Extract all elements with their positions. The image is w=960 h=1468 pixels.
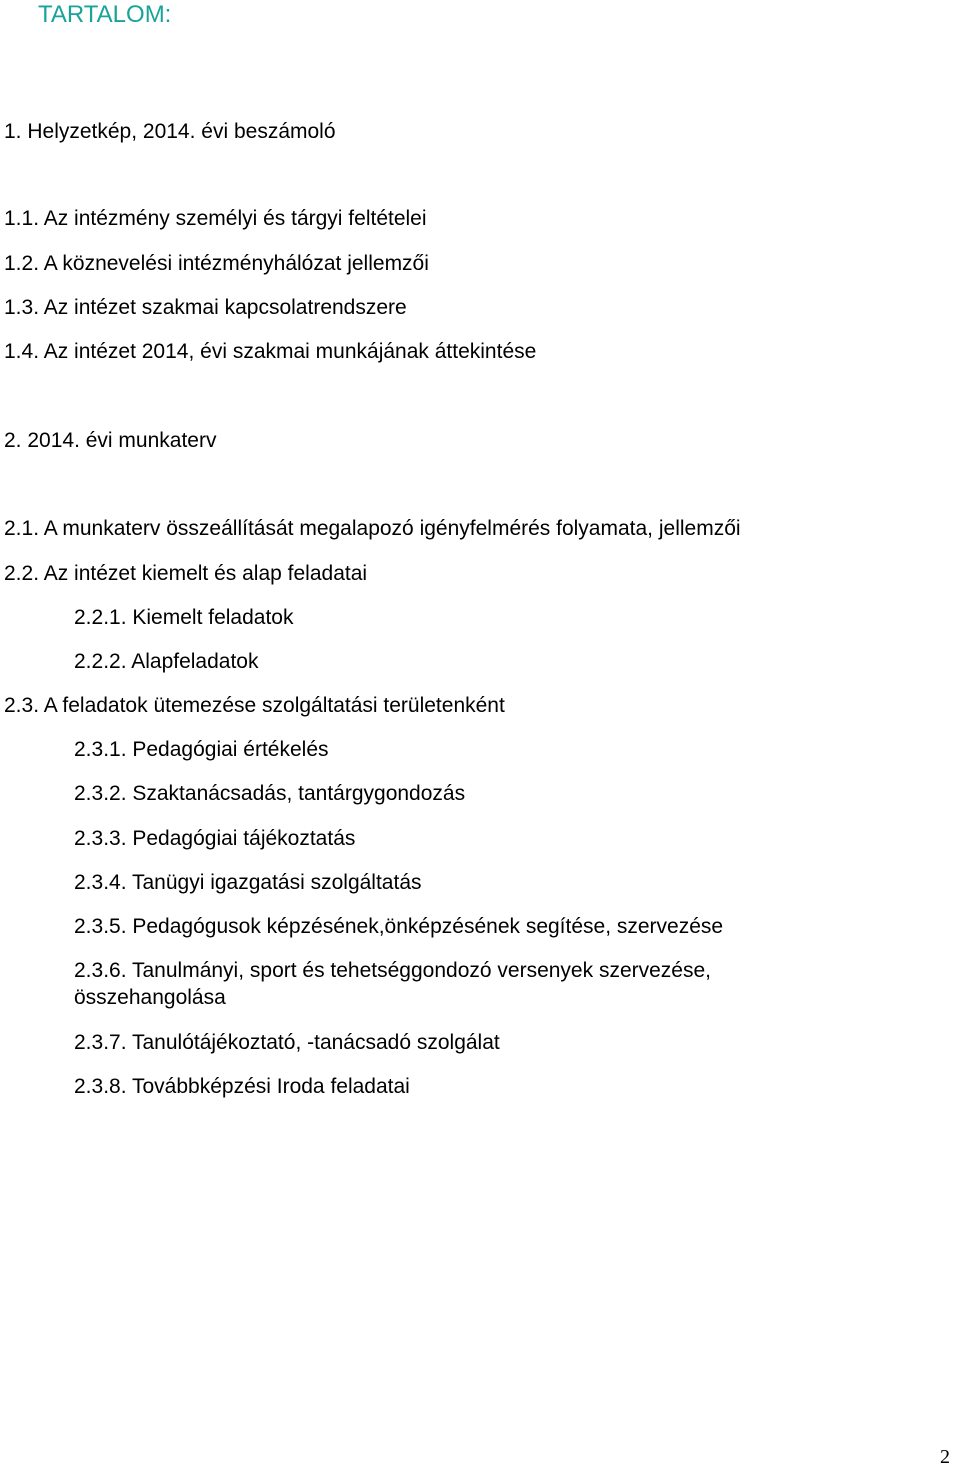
page-title: TARTALOM: bbox=[38, 1, 172, 28]
toc-entry-2-3-6: 2.3.6. Tanulmányi, sport és tehetséggondozó versenyek szervezése, összehangolása bbox=[74, 959, 711, 1009]
toc-entry-2-2-1: 2.2.1. Kiemelt feladatok bbox=[74, 606, 294, 629]
toc-entry-2: 2. 2014. évi munkaterv bbox=[4, 429, 217, 452]
toc-entry-2-2-2: 2.2.2. Alapfeladatok bbox=[74, 650, 259, 673]
page-number: 2 bbox=[940, 1446, 950, 1468]
toc-entry-2-3-2: 2.3.2. Szaktanácsadás, tantárgygondozás bbox=[74, 782, 466, 805]
toc-entry-1-2: 1.2. A köznevelési intézményhálózat jellemzői bbox=[4, 252, 429, 275]
toc-entry-2-3-5: 2.3.5. Pedagógusok képzésének,önképzésének segítése, szervezése bbox=[74, 915, 724, 938]
toc-entry-2-1: 2.1. A munkaterv összeállítását megalapozó igényfelmérés folyamata, jellemzői bbox=[4, 517, 741, 540]
toc-entry-1: 1. Helyzetkép, 2014. évi beszámoló bbox=[4, 120, 336, 143]
toc-entry-2-3-4: 2.3.4. Tanügyi igazgatási szolgáltatás bbox=[74, 871, 422, 894]
toc-entry-1-3: 1.3. Az intézet szakmai kapcsolatrendszere bbox=[4, 296, 407, 319]
toc-entry-2-3-3: 2.3.3. Pedagógiai tájékoztatás bbox=[74, 827, 356, 850]
toc-entry-2-3-7: 2.3.7. Tanulótájékoztató, -tanácsadó szolgálat bbox=[74, 1031, 500, 1054]
toc-entry-1-1: 1.1. Az intézmény személyi és tárgyi feltételei bbox=[4, 207, 427, 230]
toc-entry-2-3-8: 2.3.8. Továbbképzési Iroda feladatai bbox=[74, 1075, 410, 1098]
toc-entry-2-2: 2.2. Az intézet kiemelt és alap feladatai bbox=[4, 562, 368, 585]
toc-entry-2-3-1: 2.3.1. Pedagógiai értékelés bbox=[74, 738, 329, 761]
toc-entry-2-3: 2.3. A feladatok ütemezése szolgáltatási területenként bbox=[4, 694, 505, 717]
toc-entry-1-4: 1.4. Az intézet 2014, évi szakmai munkájának áttekintése bbox=[4, 340, 537, 363]
